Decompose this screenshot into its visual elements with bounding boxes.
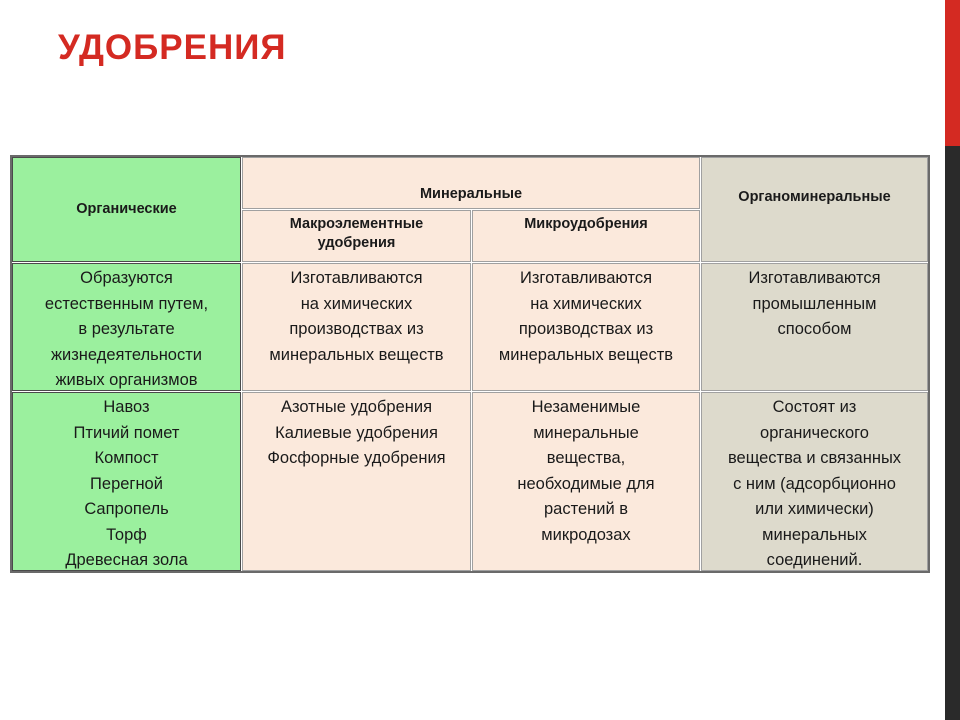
row2-micro [472,392,700,571]
cell-line: Навоз [103,398,150,416]
cell-line: с ним (адсорбционно [733,474,896,493]
cell-line: соединений. [766,551,863,569]
header-organomineral [701,157,928,262]
cell-line: производствах из [518,320,654,338]
cell-line: минеральных веществ [498,345,674,364]
cell-line: на химических [300,294,413,313]
cell-line: микродозах [541,525,631,544]
cell-line: Образуются [80,269,173,287]
row2-macro [242,392,471,571]
cell-line: Изготавливаются [748,269,881,287]
accent-bar-red [945,0,960,146]
cell-line: на химических [530,294,642,313]
cell-line: минеральных [762,525,867,544]
header-macro-line: Макроэлементные [289,216,424,232]
cell-line: Состоят из [772,398,857,416]
header-organic [12,157,241,262]
cell-line: вещества, [546,449,626,467]
header-mineral-label: Минеральные [419,185,523,202]
cell-line: минеральные [533,423,639,442]
cell-line: минеральных веществ [269,345,444,364]
cell-line: Перегной [90,474,163,493]
cell-line: Сапропель [84,500,169,518]
cell-line: Изготавливаются [290,269,423,287]
cell-line: Калиевые удобрения [275,423,438,442]
header-micro [472,210,700,262]
cell-line: растений в [543,500,629,518]
row1-micro [472,263,700,391]
header-macro-line: удобрения [317,235,396,251]
cell-line: органического [760,423,869,442]
cell-line: производствах из [289,320,424,338]
header-organic-label: Органические [76,201,177,217]
cell-line: в результате [78,320,175,338]
cell-line: Компост [94,449,159,467]
cell-line: способом [777,320,852,338]
row1-organic [12,263,241,391]
cell-line: естественным путем, [44,294,209,313]
slide-title: УДОБРЕНИЯ [58,28,287,67]
row2-organomineral [701,392,928,571]
cell-line: необходимые для [517,474,655,493]
cell-line: Древесная зола [65,551,188,569]
cell-line: Птичий помет [73,423,180,442]
cell-line: Фосфорные удобрения [267,449,446,467]
header-mineral [242,157,700,209]
cell-line: Азотные удобрения [280,398,433,416]
cell-line: промышленным [752,294,877,313]
cell-line: Незаменимые [531,398,641,416]
header-macro [242,210,471,262]
row1-macro [242,263,471,391]
accent-bar-dark [945,146,960,720]
cell-line: Изготавливаются [520,269,652,287]
header-micro-label: Микроудобрения [524,216,648,232]
cell-line: вещества и связанных [727,449,902,467]
cell-line: Торф [106,525,147,544]
cell-line: живых организмов [55,371,198,389]
cell-line: или химически) [755,500,874,518]
header-organomineral-label: Органоминеральные [738,189,891,205]
cell-line: жизнедеятельности [50,345,203,364]
fertilizer-table [10,155,930,573]
row1-organomineral [701,263,928,391]
row2-organic [12,392,241,571]
